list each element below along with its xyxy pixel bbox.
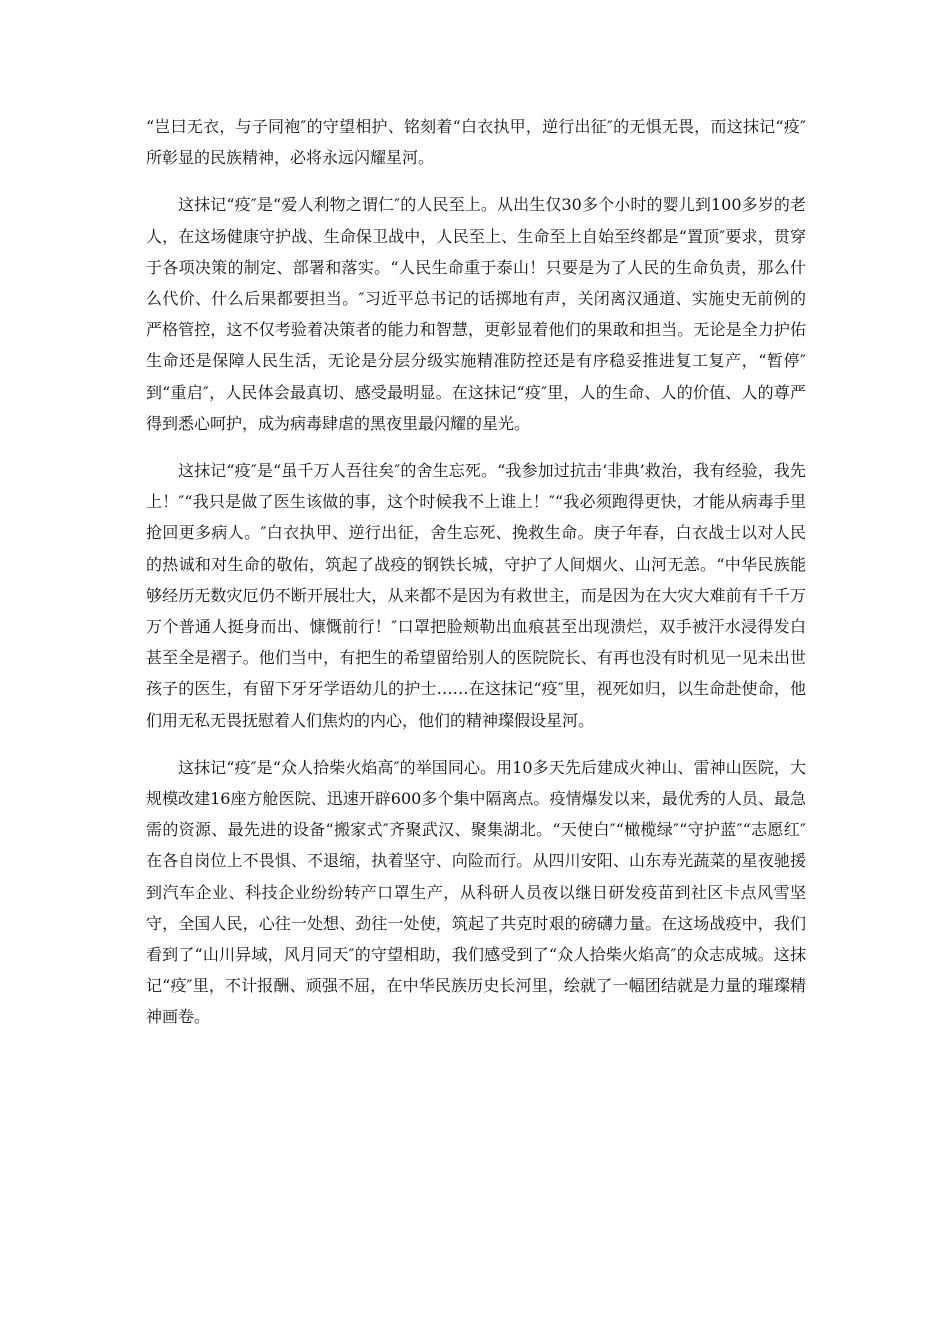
- paragraph-self-sacrifice: 这抹记“疫″是“虽千万人吾往矣″的舍生忘死。“我参加过抗击‘非典’救治，我有经验，我先上！″“我只是做了医生该做的事，这个时候我不上谁上！″“我必须跑得更快，才能从病毒手里抢回更多病人。″白衣执甲、逆行出征，舍生忘死、挽救生命。庚子年春，白衣战士以对人民的热诚和对生命的敬佑，筑起了战疫的钢铁长城，守护了人间烟火、山河无恙。“中华民族能够经历无数灾厄仍不断开展壮大，从来都不是因为有救世主，而是因为在大灾大难前有千千万万个普通人挺身而出、慷慨前行！″口罩把脸颊勒出血痕甚至出现溃烂，双手被汗水浸得发白甚至全是褶子。他们当中，有把生的希望留给别人的医院院长、有再也没有时机见一见未出世孩子的医生，有留下牙牙学语幼儿的护士……在这抹记“疫″里，视死如归，以生命赴使命，他们用无私无畏抚慰着人们焦灼的内心，他们的精神璨假设星河。: [146, 461, 806, 730]
- paragraph-national-unity: 这抹记“疫″是“众人拾柴火焰高″的举国同心。用10多天先后建成火神山、雷神山医院，大规模改建16座方舱医院、迅速开辟600多个集中隔离点。疫情爆发以来，最优秀的人员、最急需的资源、最先进的设备“搬家式″齐聚武汉、聚集湖北。“天使白″“橄榄绿″“守护蓝″“志愿红″在各自岗位上不畏惧、不退缩，执着坚守、向险而行。从四川安阳、山东寿光蔬菜的星夜驰援到汽车企业、科技企业纷纷转产口罩生产，从科研人员夜以继日研发疫苗到社区卡点风雪坚守，全国人民，心往一处想、劲往一处使，筑起了共克时艰的磅礴力量。在这场战疫中，我们看到了“山川异域，风月同天″的守望相助，我们感受到了“众人拾柴火焰高″的众志成城。这抹记“疫″里，不计报酬、顽强不屈，在中华民族历史长河里，绘就了一幅团结就是力量的璀璨精神画卷。: [146, 757, 806, 1027]
- document-body: [146, 111, 806, 1049]
- paragraph-people-first: 这抹记“疫″是“爱人利物之谓仁″的人民至上。从出生仅30多个小时的婴儿到100多岁的老人，在这场健康守护战、生命保卫战中，人民至上、生命至上自始至终都是“置顶″要求，贯穿于各项决策的制定、部署和落实。“人民生命重于泰山！只要是为了人民的生命负责，那么什么代价、什么后果都要担当。″习近平总书记的话掷地有声，关闭离汉通道、实施史无前例的严格管控，这不仅考验着决策者的能力和智慧，更彰显着他们的果敢和担当。无论是全力护佑生命还是保障人民生活，无论是分层分级实施精准防控还是有序稳妥推进复工复产，“暂停″到“重启″，人民体会最真切、感受最明显。在这抹记“疫″里，人的生命、人的价值、人的尊严得到悉心呵护，成为病毒肆虐的黑夜里最闪耀的星光。: [146, 195, 806, 433]
- paragraph-continuation: “岂曰无衣，与子同袍″的守望相护、铭刻着“白衣执甲，逆行出征″的无惧无畏，而这抹记“疫″所彰显的民族精神，必将永远闪耀星河。: [146, 117, 806, 168]
